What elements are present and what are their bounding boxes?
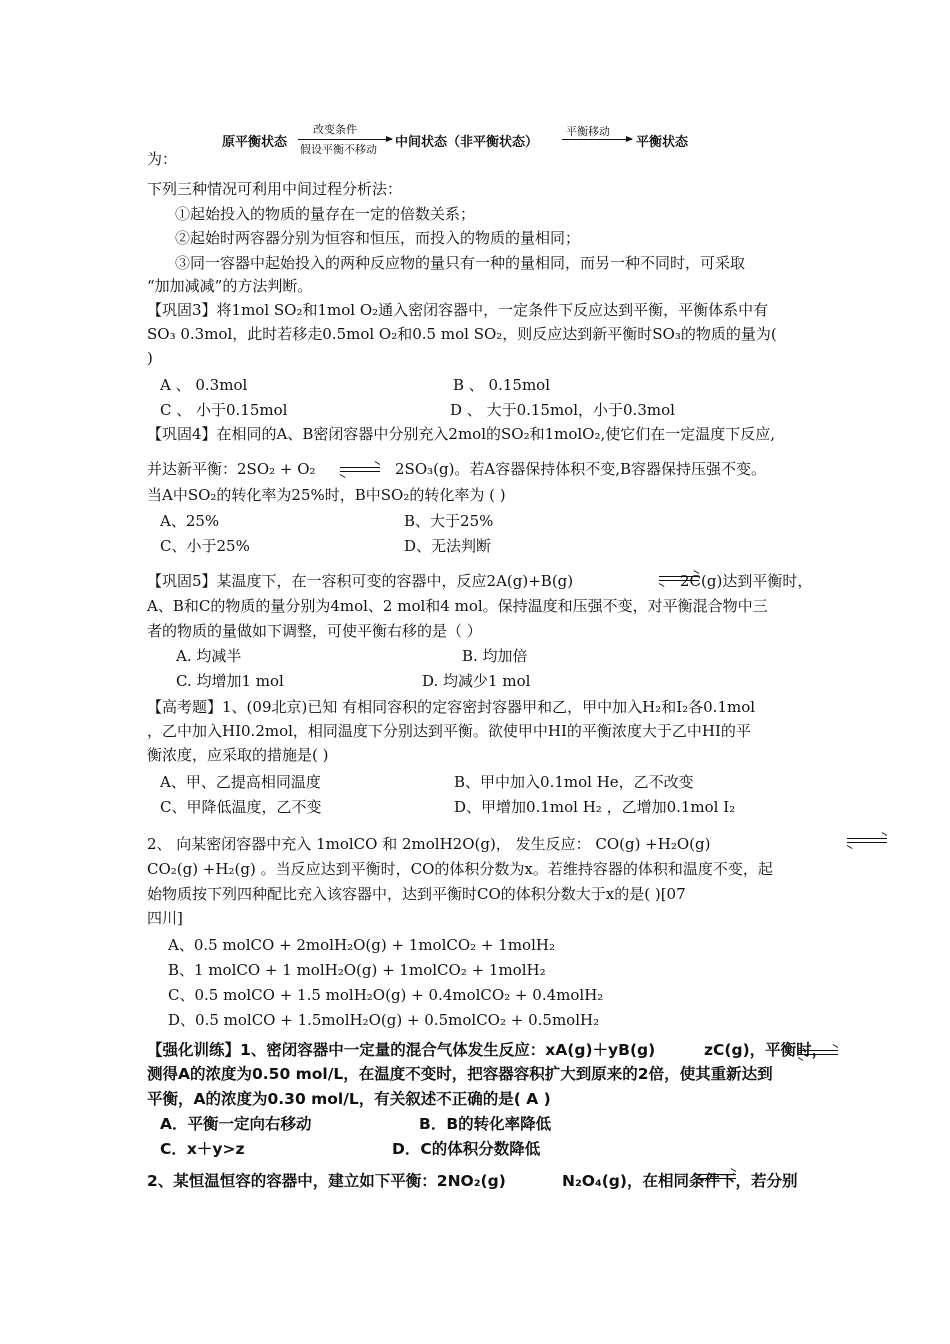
q5-option-b: B. 均加倍 xyxy=(462,647,528,665)
condition-3-cont: “加加减减”的方法判断。 xyxy=(147,277,313,295)
gk1-line1: 【高考题】1、(09北京)已知 有相同容积的定容密封容器甲和乙，甲中加入H₂和I₂各0.1mol xyxy=(147,698,756,716)
q3-option-b: B 、 0.15mol xyxy=(453,376,551,394)
gk1-option-d: D、甲增加0.1mol H₂ ，乙增加0.1mol I₂ xyxy=(454,798,736,816)
condition-3: ③同一容器中起始投入的两种反应物的量只有一种的量相同，而另一种不同时，可采取 xyxy=(175,254,746,272)
gk2-option-d: D、0.5 molCO + 1.5molH₂O(g) + 0.5molCO₂ + 0.5molH₂ xyxy=(168,1011,600,1029)
condition-2: ②起始时两容器分别为恒容和恒压，而投入的物质的量相同； xyxy=(175,229,581,247)
qh1-option-a: A．平衡一定向右移动 xyxy=(160,1115,312,1133)
qh1-option-c: C．x＋y>z xyxy=(160,1140,245,1158)
q4-line2a: 并达新平衡：2SO₂ + O₂ xyxy=(147,460,316,478)
qh1-line3: 平衡，A的浓度为0.30 mol/L，有关叙述不正确的是( A ) xyxy=(147,1090,551,1108)
qh1-option-d: D．C的体积分数降低 xyxy=(392,1140,541,1158)
intro-lead: 下列三种情况可利用中间过程分析法： xyxy=(147,180,403,198)
q3-line1: 【巩固3】将1mol SO₂和1mol O₂通入密闭容器中，一定条件下反应达到平衡，平衡体系中有 xyxy=(147,301,769,319)
q5-line3: 者的物质的量做如下调整，可使平衡右移的是（ ） xyxy=(147,622,482,640)
gk2-option-a: A、0.5 molCO + 2molH₂O(g) + 1molCO₂ + 1molH₂ xyxy=(168,936,555,954)
gk2-line3: 始物质按下列四种配比充入该容器中，达到平衡时CO的体积分数大于x的是( )[07 xyxy=(147,885,686,903)
condition-1: ①起始投入的物质的量存在一定的倍数关系； xyxy=(175,205,476,223)
gk1-line2: ，乙中加入HI0.2mol，相同温度下分别达到平衡。欲使甲中HI的平衡浓度大于乙中HI的平 xyxy=(147,722,751,740)
state-intermediate: 中间状态（非平衡状态） xyxy=(395,135,539,150)
q3-option-d: D 、 大于0.15mol，小于0.3mol xyxy=(450,401,675,419)
q5-line2: A、B和C的物质的量分别为4mol、2 mol和4 mol。保持温度和压强不变，对平衡混合物中三 xyxy=(147,597,768,615)
q5-option-a: A. 均减半 xyxy=(176,647,242,665)
gk2-line2: CO₂(g) +H₂(g) 。当反应达到平衡时，CO的体积分数为x。若维持容器的体积和温度不变，起 xyxy=(147,860,773,878)
q3-option-c: C 、 小于0.15mol xyxy=(160,401,288,419)
arrow2-line xyxy=(562,139,632,140)
qh1-option-b: B．B的转化率降低 xyxy=(419,1115,552,1133)
q4-option-d: D、无法判断 xyxy=(404,537,492,555)
gk2-line1: 2、 向某密闭容器中充入 1molCO 和 2molH2O(g)， 发生反应： CO(g) +H₂O(g) xyxy=(147,835,711,853)
q4-line2b: 2SO₃(g)。若A容器保持体积不变,B容器保持压强不变。 xyxy=(395,460,767,478)
qh1-line1a: 【强化训练】1、密闭容器中一定量的混合气体发生反应：xA(g)＋yB(g) xyxy=(147,1041,656,1059)
wei-text: 为： xyxy=(147,150,178,168)
qh2-line1b: N₂O₄(g)，在相同条件下，若分别 xyxy=(562,1172,798,1190)
equilibrium-arrow-icon xyxy=(847,836,887,846)
q5-option-d: D. 均减少1 mol xyxy=(422,672,531,690)
gk1-option-a: A、甲、乙提高相同温度 xyxy=(160,773,321,791)
gk2-option-b: B、1 molCO + 1 molH₂O(g) + 1molCO₂ + 1molH₂ xyxy=(168,961,546,979)
q3-line2: SO₃ 0.3mol，此时若移走0.5mol O₂和0.5 mol SO₂，则反应达到新平衡时SO₃的物质的量为( xyxy=(147,325,777,343)
q3-option-a: A 、 0.3mol xyxy=(160,376,248,394)
q5-option-c: C. 均增加1 mol xyxy=(176,672,284,690)
qh1-line1b: zC(g)，平衡时， xyxy=(704,1041,828,1059)
q4-line1: 【巩固4】在相同的A、B密闭容器中分别充入2mol的SO₂和1molO₂,使它们在一定温度下反应, xyxy=(147,425,776,443)
q5-line1a: 【巩固5】某温度下，在一容积可变的容器中，反应2A(g)+B(g) xyxy=(147,572,574,590)
q5-line1b: 2C(g)达到平衡时， xyxy=(680,572,813,590)
q4-option-a: A、25% xyxy=(160,512,220,530)
arrow1-line xyxy=(298,139,392,140)
q4-option-c: C、小于25% xyxy=(160,537,250,555)
state-equilibrium: 平衡状态 xyxy=(636,135,689,150)
gk1-option-c: C、甲降低温度，乙不变 xyxy=(160,798,322,816)
q4-line3: 当A中SO₂的转化率为25%时，B中SO₂的转化率为 ( ) xyxy=(147,486,506,504)
equilibrium-arrow-icon xyxy=(340,465,380,475)
qh1-line2: 测得A的浓度为0.50 mol/L，在温度不变时，把容器容积扩大到原来的2倍，使其重新达到 xyxy=(147,1065,773,1083)
q4-option-b: B、大于25% xyxy=(404,512,494,530)
state-original: 原平衡状态 xyxy=(222,135,288,150)
gk2-line4: 四川] xyxy=(147,909,183,927)
gk2-option-c: C、0.5 molCO + 1.5 molH₂O(g) + 0.4molCO₂ + 0.4molH₂ xyxy=(168,986,604,1004)
qh2-line1a: 2、某恒温恒容的容器中，建立如下平衡：2NO₂(g) xyxy=(147,1172,506,1190)
arrow1-bottom-label: 假设平衡不移动 xyxy=(300,143,377,156)
gk1-line3: 衡浓度，应采取的措施是( ) xyxy=(147,746,329,764)
q3-line3: ) xyxy=(147,349,153,367)
arrow1-top-label: 改变条件 xyxy=(313,123,357,136)
gk1-option-b: B、甲中加入0.1mol He，乙不改变 xyxy=(454,773,694,791)
arrow2-top-label: 平衡移动 xyxy=(566,125,610,138)
